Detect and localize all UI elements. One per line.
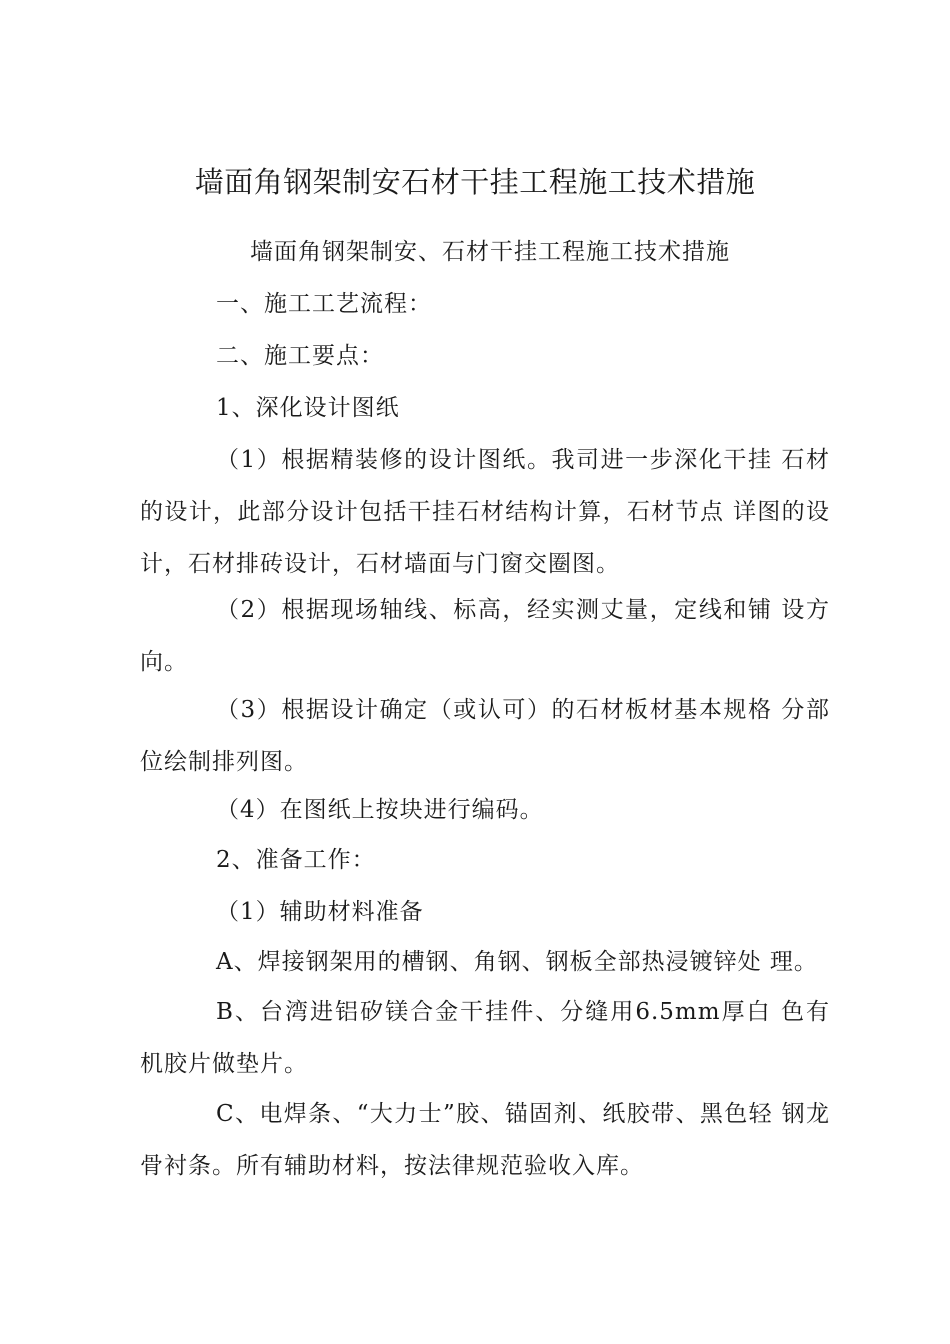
document-subtitle: 墙面角钢架制安、石材干挂工程施工技术措施 <box>250 239 730 265</box>
paragraph-item-3: （3）根据设计确定（或认可）的石材板材基本规格 分部位绘制排列图。 <box>140 697 830 775</box>
paragraph-item-2: （2）根据现场轴线、标高，经实测丈量，定线和铺 设方向。 <box>140 597 830 675</box>
paragraph-item-4: （4）在图纸上按块进行编码。 <box>216 797 544 823</box>
paragraph-item-c: C、电焊条、“大力士”胶、锚固剂、纸胶带、黑色轻 钢龙骨衬条。所有辅助材料，按法律规范验收入库。 <box>140 1101 830 1179</box>
section-heading-key-points: 二、施工要点： <box>216 343 384 369</box>
subsection-heading-materials: （1）辅助材料准备 <box>216 899 424 925</box>
subsection-heading-preparation: 2、准备工作： <box>216 847 376 873</box>
section-heading-process: 一、施工工艺流程： <box>216 291 432 317</box>
paragraph-item-a: A、焊接钢架用的槽钢、角钢、钢板全部热浸镀锌处 理。 <box>216 949 818 975</box>
paragraph-item-b: B、台湾进铝矽镁合金干挂件、分缝用6.5mm厚白 色有机胶片做垫片。 <box>140 999 830 1077</box>
document-title: 墙面角钢架制安石材干挂工程施工技术措施 <box>194 165 756 199</box>
subsection-heading-design: 1、深化设计图纸 <box>216 395 400 421</box>
paragraph-item-1: （1）根据精装修的设计图纸。我司进一步深化干挂 石材的设计，此部分设计包括干挂石材结构计算，石材节点 详图的设计，石材排砖设计，石材墙面与门窗交圈图。 <box>140 447 830 577</box>
